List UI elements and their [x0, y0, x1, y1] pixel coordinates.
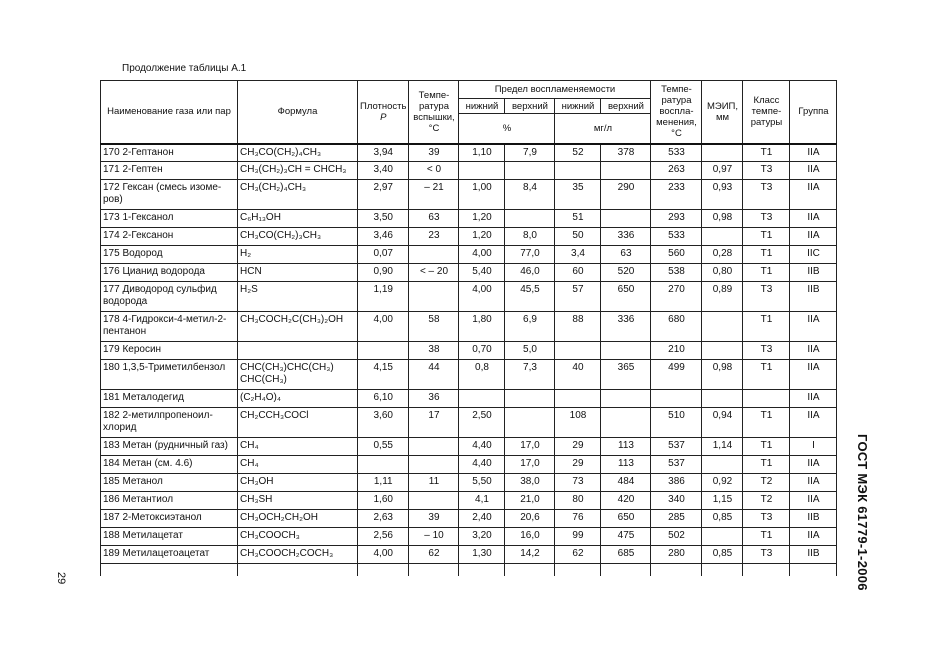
table-row [101, 162, 837, 180]
row-temp-class: Т3 [743, 510, 790, 528]
table-row [101, 474, 837, 492]
row-group: IIC [790, 246, 837, 264]
row-ignition-temp: 386 [651, 474, 702, 492]
header-density-symbol: P [380, 111, 387, 123]
row-group: IIB [790, 510, 837, 528]
row-formula: CHC(CH₃)CHC(CH₃) CHC(CH₃) [238, 360, 358, 390]
row-temp-class: Т1 [743, 246, 790, 264]
row-mesg: 0,85 [702, 510, 743, 528]
row-formula: HCN [238, 264, 358, 282]
table-row [101, 246, 837, 264]
row-lower-mgl: 73 [555, 474, 601, 492]
row-formula: CH₃OCH₂CH₂OH [238, 510, 358, 528]
row-name: 184 Метан (см. 4.6) [101, 456, 238, 474]
row-upper-mgl [601, 408, 651, 438]
row-lower-mgl: 57 [555, 282, 601, 312]
row-temp-class: Т2 [743, 492, 790, 510]
row-density: 0,90 [358, 264, 409, 282]
row-mesg: 0,98 [702, 360, 743, 390]
row-lower-pct: 0,8 [459, 360, 505, 390]
row-name: 188 Метилацетат [101, 528, 238, 546]
row-upper-mgl: 685 [601, 546, 651, 564]
row-name: 175 Водород [101, 246, 238, 264]
row-mesg: 0,93 [702, 180, 743, 210]
row-temp-class: Т1 [743, 456, 790, 474]
row-upper-mgl [601, 210, 651, 228]
table-row [101, 180, 837, 210]
row-density [358, 342, 409, 360]
row-density: 6,10 [358, 390, 409, 408]
row-lower-mgl: 60 [555, 264, 601, 282]
row-ignition-temp: 285 [651, 510, 702, 528]
row-formula: (C₂H₄O)₄ [238, 390, 358, 408]
row-upper-pct: 6,9 [505, 312, 555, 342]
row-formula: H₂ [238, 246, 358, 264]
row-ignition-temp: 499 [651, 360, 702, 390]
row-formula: CH₄ [238, 456, 358, 474]
row-temp-class: Т1 [743, 528, 790, 546]
row-name: 189 Метилацетоацетат [101, 546, 238, 564]
empty-cell [702, 564, 743, 576]
row-flash-temp: 44 [409, 360, 459, 390]
row-upper-mgl: 365 [601, 360, 651, 390]
empty-cell [555, 564, 601, 576]
row-temp-class: Т3 [743, 162, 790, 180]
row-upper-pct: 17,0 [505, 438, 555, 456]
row-name: 179 Керосин [101, 342, 238, 360]
row-temp-class: Т1 [743, 438, 790, 456]
header-lower-mgl: нижний [555, 99, 601, 114]
row-lower-pct: 5,40 [459, 264, 505, 282]
row-upper-pct: 14,2 [505, 546, 555, 564]
row-group: IIB [790, 282, 837, 312]
empty-cell [459, 564, 505, 576]
header-percent-unit: % [459, 114, 555, 144]
header-mesg: МЭИП, мм [702, 81, 743, 144]
row-ignition-temp: 280 [651, 546, 702, 564]
row-flash-temp: 39 [409, 510, 459, 528]
row-lower-mgl: 51 [555, 210, 601, 228]
row-ignition-temp: 510 [651, 408, 702, 438]
row-density: 0,07 [358, 246, 409, 264]
row-mesg [702, 228, 743, 246]
row-formula: CH₃SH [238, 492, 358, 510]
row-name: 176 Цианид водорода [101, 264, 238, 282]
row-name: 172 Гексан (смесь изоме-ров) [101, 180, 238, 210]
row-mesg: 0,80 [702, 264, 743, 282]
gas-properties-table [100, 80, 837, 576]
table-row [101, 438, 837, 456]
row-formula: CH₄ [238, 438, 358, 456]
row-temp-class: Т1 [743, 312, 790, 342]
row-ignition-temp: 210 [651, 342, 702, 360]
row-lower-pct: 1,00 [459, 180, 505, 210]
header-lower-pct: нижний [459, 99, 505, 114]
row-flash-temp: 39 [409, 144, 459, 162]
row-lower-pct: 1,10 [459, 144, 505, 162]
header-mgl-unit: мг/л [555, 114, 651, 144]
row-mesg: 0,97 [702, 162, 743, 180]
row-formula: H₂S [238, 282, 358, 312]
row-name: 177 Диводород сульфид водорода [101, 282, 238, 312]
row-upper-pct: 8,0 [505, 228, 555, 246]
table-row [101, 390, 837, 408]
row-density: 1,60 [358, 492, 409, 510]
row-mesg [702, 342, 743, 360]
row-temp-class: Т2 [743, 474, 790, 492]
row-lower-mgl [555, 390, 601, 408]
row-ignition-temp: 502 [651, 528, 702, 546]
empty-cell [790, 564, 837, 576]
table-row [101, 510, 837, 528]
row-formula [238, 342, 358, 360]
row-ignition-temp: 537 [651, 438, 702, 456]
empty-cell [505, 564, 555, 576]
row-temp-class: Т1 [743, 144, 790, 162]
row-upper-pct [505, 162, 555, 180]
row-group: IIA [790, 180, 837, 210]
row-flash-temp: – 21 [409, 180, 459, 210]
row-lower-pct: 2,50 [459, 408, 505, 438]
row-upper-pct: 7,9 [505, 144, 555, 162]
row-temp-class: Т1 [743, 408, 790, 438]
row-lower-mgl: 88 [555, 312, 601, 342]
row-temp-class: Т3 [743, 210, 790, 228]
row-ignition-temp: 533 [651, 228, 702, 246]
row-formula: CH₃COOCH₃ [238, 528, 358, 546]
row-name: 186 Метантиол [101, 492, 238, 510]
row-group: IIA [790, 492, 837, 510]
table-row [101, 264, 837, 282]
row-flash-temp [409, 282, 459, 312]
row-formula: CH₃(CH₂)₄CH₃ [238, 180, 358, 210]
row-density: 3,94 [358, 144, 409, 162]
row-lower-pct: 4,1 [459, 492, 505, 510]
row-flash-temp: 62 [409, 546, 459, 564]
table-row [101, 144, 837, 162]
page-number: 29 [55, 572, 67, 585]
row-upper-pct: 46,0 [505, 264, 555, 282]
row-group: IIA [790, 228, 837, 246]
row-upper-pct: 17,0 [505, 456, 555, 474]
table-row [101, 408, 837, 438]
row-lower-mgl: 52 [555, 144, 601, 162]
row-lower-mgl [555, 162, 601, 180]
table-row [101, 282, 837, 312]
row-group: I [790, 438, 837, 456]
row-upper-mgl: 63 [601, 246, 651, 264]
row-group: IIB [790, 264, 837, 282]
row-lower-mgl: 108 [555, 408, 601, 438]
row-flash-temp [409, 492, 459, 510]
row-flash-temp: 58 [409, 312, 459, 342]
row-mesg: 0,92 [702, 474, 743, 492]
row-lower-pct: 4,40 [459, 438, 505, 456]
row-temp-class: Т1 [743, 228, 790, 246]
row-group: IIA [790, 312, 837, 342]
table-row [101, 492, 837, 510]
row-name: 187 2-Метоксиэтанол [101, 510, 238, 528]
row-lower-pct [459, 162, 505, 180]
row-ignition-temp: 680 [651, 312, 702, 342]
row-flash-temp: < – 20 [409, 264, 459, 282]
row-upper-mgl: 484 [601, 474, 651, 492]
row-group: IIA [790, 408, 837, 438]
header-temp-class: Класс темпе-ратуры [743, 81, 790, 144]
row-flash-temp: < 0 [409, 162, 459, 180]
table-row [101, 342, 837, 360]
row-lower-pct: 2,40 [459, 510, 505, 528]
row-name: 170 2-Гептанон [101, 144, 238, 162]
row-mesg [702, 144, 743, 162]
row-lower-mgl: 29 [555, 438, 601, 456]
row-group: IIB [790, 546, 837, 564]
row-group: IIA [790, 342, 837, 360]
row-group: IIA [790, 390, 837, 408]
row-flash-temp: 11 [409, 474, 459, 492]
row-formula: CH₃(CH₂)₃CH = CHCH₃ [238, 162, 358, 180]
row-density: 3,60 [358, 408, 409, 438]
row-mesg: 0,98 [702, 210, 743, 228]
header-name: Наименование газа или пар [101, 81, 238, 144]
row-name: 174 2-Гексанон [101, 228, 238, 246]
row-upper-pct: 45,5 [505, 282, 555, 312]
row-temp-class: Т3 [743, 282, 790, 312]
row-flash-temp: 63 [409, 210, 459, 228]
row-group: IIA [790, 528, 837, 546]
row-lower-pct: 5,50 [459, 474, 505, 492]
row-ignition-temp: 537 [651, 456, 702, 474]
row-density: 2,56 [358, 528, 409, 546]
row-lower-pct: 4,00 [459, 246, 505, 264]
row-density: 3,40 [358, 162, 409, 180]
table-row [101, 528, 837, 546]
row-density: 4,15 [358, 360, 409, 390]
row-density: 3,46 [358, 228, 409, 246]
row-lower-mgl: 40 [555, 360, 601, 390]
row-mesg: 1,14 [702, 438, 743, 456]
row-density: 4,00 [358, 546, 409, 564]
row-upper-mgl: 520 [601, 264, 651, 282]
empty-cell [238, 564, 358, 576]
row-lower-pct: 4,00 [459, 282, 505, 312]
row-formula: CH₃COOCH₂COCH₃ [238, 546, 358, 564]
row-formula: CH₃COCH₂C(CH₃)₂OH [238, 312, 358, 342]
table-caption: Продолжение таблицы А.1 [122, 63, 247, 74]
row-lower-pct: 1,80 [459, 312, 505, 342]
row-upper-mgl: 420 [601, 492, 651, 510]
row-flash-temp [409, 438, 459, 456]
document-code: ГОСТ МЭК 61779-1-2006 [855, 434, 870, 591]
row-mesg: 0,89 [702, 282, 743, 312]
row-temp-class: Т3 [743, 546, 790, 564]
row-name: 171 2-Гептен [101, 162, 238, 180]
row-formula: CH₃CO(CH₂)₃CH₃ [238, 228, 358, 246]
empty-cell [409, 564, 459, 576]
header-ignition-temp: Темпе-ратура воспла-менения, °С [651, 81, 702, 144]
row-lower-mgl [555, 342, 601, 360]
row-density: 2,63 [358, 510, 409, 528]
row-density: 0,55 [358, 438, 409, 456]
row-mesg: 0,85 [702, 546, 743, 564]
row-ignition-temp: 533 [651, 144, 702, 162]
row-upper-pct: 77,0 [505, 246, 555, 264]
row-lower-mgl: 80 [555, 492, 601, 510]
row-upper-mgl: 113 [601, 438, 651, 456]
empty-cell [743, 564, 790, 576]
row-group: IIA [790, 360, 837, 390]
row-name: 173 1-Гексанол [101, 210, 238, 228]
row-ignition-temp: 538 [651, 264, 702, 282]
empty-cell [601, 564, 651, 576]
row-lower-mgl: 29 [555, 456, 601, 474]
header-group: Группа [790, 81, 837, 144]
row-formula: CH₂CCH₃COCl [238, 408, 358, 438]
header-flash-temp: Темпе-ратура вспышки, °С [409, 81, 459, 144]
header-density [358, 81, 409, 144]
row-ignition-temp: 233 [651, 180, 702, 210]
row-ignition-temp: 560 [651, 246, 702, 264]
row-formula: C₆H₁₃OH [238, 210, 358, 228]
row-upper-pct: 8,4 [505, 180, 555, 210]
row-group: IIA [790, 456, 837, 474]
row-upper-mgl: 475 [601, 528, 651, 546]
row-mesg: 0,94 [702, 408, 743, 438]
row-upper-pct: 16,0 [505, 528, 555, 546]
row-temp-class: Т1 [743, 360, 790, 390]
row-upper-mgl: 650 [601, 282, 651, 312]
row-mesg [702, 312, 743, 342]
row-lower-mgl: 99 [555, 528, 601, 546]
row-name: 178 4-Гидрокси-4-метил-2-пентанон [101, 312, 238, 342]
row-density: 1,11 [358, 474, 409, 492]
row-lower-mgl: 50 [555, 228, 601, 246]
header-flammability-limits: Предел воспламеняемости [459, 81, 651, 99]
table-row [101, 546, 837, 564]
row-density: 2,97 [358, 180, 409, 210]
row-mesg [702, 390, 743, 408]
row-density: 4,00 [358, 312, 409, 342]
row-mesg: 1,15 [702, 492, 743, 510]
row-upper-pct [505, 408, 555, 438]
row-upper-mgl: 336 [601, 228, 651, 246]
row-name: 182 2-метилпропеноил-хлорид [101, 408, 238, 438]
empty-cell [101, 564, 238, 576]
row-upper-pct: 21,0 [505, 492, 555, 510]
row-density: 1,19 [358, 282, 409, 312]
row-formula: CH₃CO(CH₂)₄CH₃ [238, 144, 358, 162]
table-row [101, 210, 837, 228]
row-flash-temp [409, 246, 459, 264]
row-upper-mgl: 113 [601, 456, 651, 474]
row-name: 183 Метан (рудничный газ) [101, 438, 238, 456]
row-upper-pct [505, 210, 555, 228]
row-density [358, 456, 409, 474]
row-upper-pct: 38,0 [505, 474, 555, 492]
row-upper-mgl: 290 [601, 180, 651, 210]
row-upper-mgl: 378 [601, 144, 651, 162]
row-name: 181 Металодегид [101, 390, 238, 408]
row-ignition-temp: 270 [651, 282, 702, 312]
row-lower-pct [459, 390, 505, 408]
row-lower-pct: 1,20 [459, 210, 505, 228]
row-flash-temp: 23 [409, 228, 459, 246]
header-upper-mgl: верхний [601, 99, 651, 114]
row-upper-pct: 20,6 [505, 510, 555, 528]
row-flash-temp: – 10 [409, 528, 459, 546]
row-upper-mgl: 336 [601, 312, 651, 342]
header-formula: Формула [238, 81, 358, 144]
row-ignition-temp [651, 390, 702, 408]
row-group: IIA [790, 210, 837, 228]
header-density-label: Плотность [360, 100, 407, 112]
row-density: 3,50 [358, 210, 409, 228]
row-flash-temp: 17 [409, 408, 459, 438]
row-ignition-temp: 340 [651, 492, 702, 510]
empty-cell [651, 564, 702, 576]
row-lower-mgl: 3,4 [555, 246, 601, 264]
row-upper-mgl [601, 162, 651, 180]
table-body [101, 144, 837, 576]
row-flash-temp [409, 456, 459, 474]
row-mesg [702, 456, 743, 474]
row-formula: CH₃OH [238, 474, 358, 492]
row-upper-mgl: 650 [601, 510, 651, 528]
table-row-continuation [101, 564, 837, 576]
row-group: IIA [790, 474, 837, 492]
row-lower-mgl: 76 [555, 510, 601, 528]
row-upper-pct: 7,3 [505, 360, 555, 390]
row-name: 180 1,3,5-Триметилбензол [101, 360, 238, 390]
header-upper-pct: верхний [505, 99, 555, 114]
row-lower-pct: 0,70 [459, 342, 505, 360]
row-mesg: 0,28 [702, 246, 743, 264]
row-lower-mgl: 35 [555, 180, 601, 210]
row-ignition-temp: 263 [651, 162, 702, 180]
row-ignition-temp: 293 [651, 210, 702, 228]
row-temp-class [743, 390, 790, 408]
row-mesg [702, 528, 743, 546]
row-temp-class: Т3 [743, 342, 790, 360]
table-row [101, 228, 837, 246]
row-upper-mgl [601, 342, 651, 360]
row-group: IIA [790, 144, 837, 162]
row-flash-temp: 36 [409, 390, 459, 408]
row-lower-pct: 1,20 [459, 228, 505, 246]
row-temp-class: Т3 [743, 180, 790, 210]
table-row [101, 456, 837, 474]
row-upper-pct: 5,0 [505, 342, 555, 360]
row-lower-pct: 3,20 [459, 528, 505, 546]
row-lower-pct: 1,30 [459, 546, 505, 564]
table-row [101, 360, 837, 390]
row-lower-mgl: 62 [555, 546, 601, 564]
empty-cell [358, 564, 409, 576]
row-temp-class: Т1 [743, 264, 790, 282]
row-group: IIA [790, 162, 837, 180]
table-row [101, 312, 837, 342]
row-flash-temp: 38 [409, 342, 459, 360]
row-upper-pct [505, 390, 555, 408]
row-lower-pct: 4,40 [459, 456, 505, 474]
row-name: 185 Метанол [101, 474, 238, 492]
row-upper-mgl [601, 390, 651, 408]
